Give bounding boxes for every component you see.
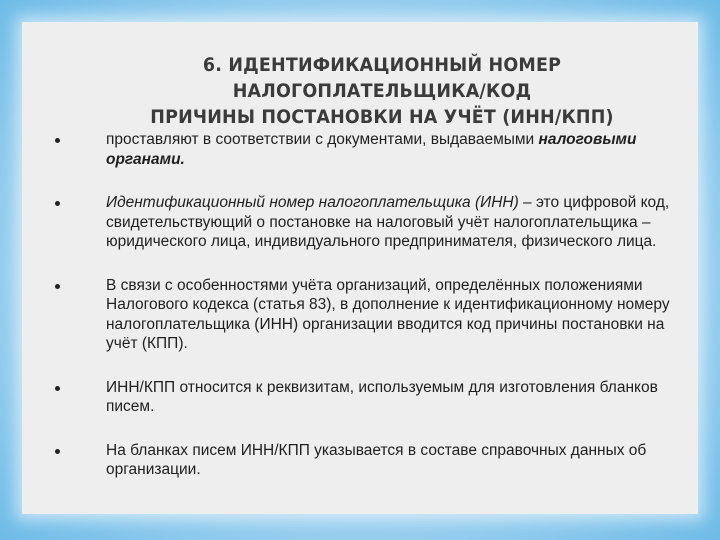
bullet-dot-icon xyxy=(55,284,60,289)
bullet-item-1 xyxy=(55,130,695,169)
bullet-dot-icon xyxy=(55,449,60,454)
bullet-dot-icon xyxy=(55,138,60,143)
bullet-1-text: проставляют в соответствии с документами, выдаваемыми xyxy=(106,131,539,148)
bullet-item-3 xyxy=(55,276,695,354)
bullet-dot-icon xyxy=(55,201,60,206)
slide-title-line-2: ПРИЧИНЫ ПОСТАНОВКИ НА УЧЁТ (ИНН/КПП) xyxy=(150,106,614,128)
bullet-5-text: На бланках писем ИНН/КПП указывается в составе справочных данных об организации. xyxy=(106,441,647,478)
bullet-list xyxy=(55,130,695,504)
slide-title-line-1: 6. ИДЕНТИФИКАЦИОННЫЙ НОМЕР НАЛОГОПЛАТЕЛЬЩИКА/КОД xyxy=(202,54,562,102)
bullet-item-2 xyxy=(55,193,695,252)
bullet-3-text: В связи с особенностями учёта организаций, определённых положениями Налогового кодекса (статья 83), в дополнение к идентификационному номеру налогоплательщика (ИНН) организации вводится код причины постановки на учёт (КПП). xyxy=(106,276,670,352)
bullet-1-emphasis: налоговыми органами. xyxy=(106,131,637,168)
bullet-4-text: ИНН/КПП относится к реквизитам, используемым для изготовления бланков писем. xyxy=(106,378,658,415)
bullet-2-text: – это цифровой код, свидетельствующий о постановке на налоговый учёт налогоплательщика – юридического лица, индивидуального предпринимателя, физического лица. xyxy=(106,194,670,250)
bullet-item-5 xyxy=(55,441,695,480)
slide-card xyxy=(22,22,698,514)
bullet-item-4 xyxy=(55,378,695,417)
bullet-dot-icon xyxy=(55,386,60,391)
bullet-2-term: Идентификационный номер налогоплательщика (ИНН) xyxy=(106,194,519,211)
slide-title xyxy=(88,52,677,130)
